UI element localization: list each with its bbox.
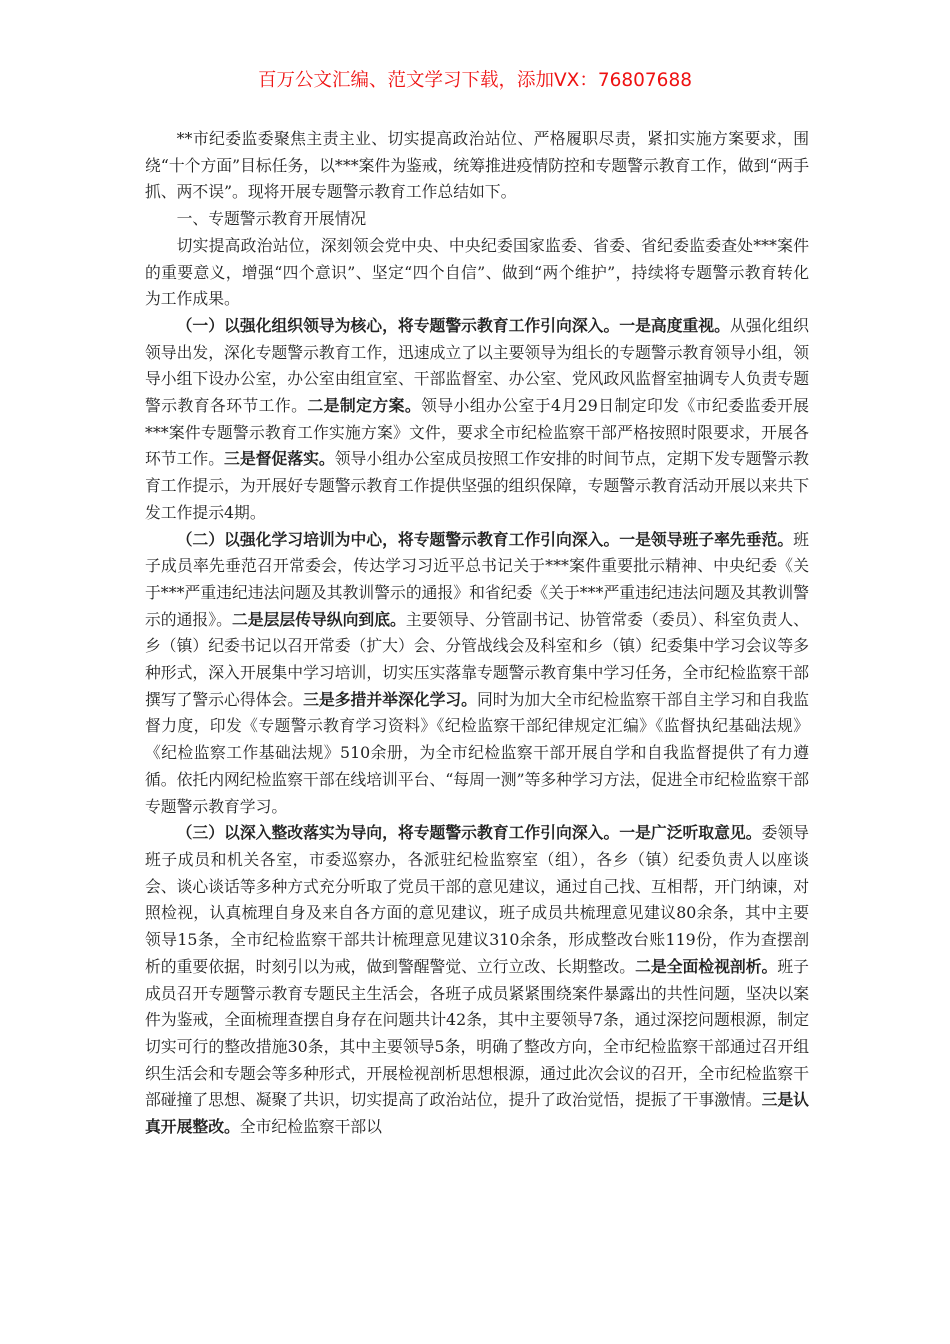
part-3-point-3-text: 全市纪检监察干部以 xyxy=(239,1117,382,1137)
part-1-point-1-title: 一是高度重视。 xyxy=(619,315,730,335)
part-2-point-1-title: 一是领导班子率先垂范。 xyxy=(619,529,794,549)
part-1-point-3-title: 三是督促落实。 xyxy=(224,449,335,469)
part-3-point-2-title: 二是全面检视剖析。 xyxy=(635,956,778,976)
intro-paragraph: **市纪委监委聚焦主责主业、切实提高政治站位、严格履职尽责，紧扣实施方案要求，围绕“十个方面”目标任务，以***案件为鉴戒，统筹推进疫情防控和专题警示教育工作，做到“两手抓、两不误”。现将开展专题警示教育工作总结如下。 xyxy=(145,129,810,202)
part-2-point-1-text: 班子成员率先垂范召开常委会，传达学习习近平总书记关于***案件重要批示精神、中央纪委《关于***严重违纪违法问题及其教训警示的通报》和省纪委《关于***严重违纪违法问题及其教训警示的通报》。 xyxy=(145,529,809,629)
part-3-point-1-text: 委领导班子成员和机关各室，市委巡察办，各派驻纪检监察室（组），各乡（镇）纪委负责人以座谈会、谈心谈话等多种方式充分听取了党员干部的意见建议，通过自己找、互相帮，开门纳谏，对照检视，认真梳理自身及来自各方面的意见建议，班子成员共梳理意见建议80余条，其中主要领导15条，全市纪检监察干部共计梳理意见建议310余条，形成整改台账119份，作为查摆剖析的重要依据，时刻引以为戒，做到警醒警觉、立行立改、长期整改。 xyxy=(145,823,809,976)
part-3-point-2-text: 班子成员召开专题警示教育专题民主生活会，各班子成员紧紧围绕案件暴露出的共性问题，坚决以案件为鉴戒，全面梳理查摆自身存在问题共计42条，其中主要领导7条，通过深挖问题根源，制定切实可行的整改措施30条，其中主要领导5条，明确了整改方向，全市纪检监察干部通过召开组织生活会和专题会等多种形式，开展检视剖析思想根源，通过此次会议的召开，全市纪检监察干部碰撞了思想、凝聚了共识，切实提高了政治站位，提升了政治觉悟，提振了干事激情。 xyxy=(145,956,809,1110)
part-1-title: （一）以强化组织领导为核心，将专题警示教育工作引向深入。 xyxy=(176,315,620,335)
part-1-paragraph xyxy=(145,313,809,527)
document-body xyxy=(145,126,809,1141)
part-2-paragraph xyxy=(145,527,809,821)
part-2-title: （二）以强化学习培训为中心，将专题警示教育工作引向深入。 xyxy=(176,529,620,549)
part-2-point-2-text: 主要领导、分管副书记、协管常委（委员）、科室负责人、乡（镇）纪委书记以召开常委（扩大）会、分管战线会及科室和乡（镇）纪委集中学习会议等多种形式，深入开展集中学习培训，切实压实落靠专题警示教育集中学习任务，全市纪检监察干部撰写了警示心得体会。 xyxy=(145,609,809,709)
part-1-point-2-text: 领导小组办公室于4月29日制定印发《市纪委监委开展***案件专题警示教育工作实施方案》文件，要求全市纪检监察干部严格按照时限要求，开展各环节工作。 xyxy=(145,396,809,469)
part-2-point-2-title: 二是层层传导纵向到底。 xyxy=(231,609,406,629)
part-1-point-3-text: 领导小组办公室成员按照工作安排的时间节点，定期下发专题警示教育工作提示，为开展好专题警示教育工作提供坚强的组织保障，专题警示教育活动开展以来共下发工作提示4期。 xyxy=(145,449,809,522)
part-3-title: （三）以深入整改落实为导向，将专题警示教育工作引向深入。 xyxy=(176,823,620,843)
part-3-paragraph xyxy=(145,820,809,1140)
part-3-point-1-title: 一是广泛听取意见。 xyxy=(619,823,762,843)
part-1-point-2-title: 二是制定方案。 xyxy=(307,396,422,416)
section-heading: 一、专题警示教育开展情况 xyxy=(176,209,367,229)
section-lead-paragraph: 切实提高政治站位，深刻领会党中央、中央纪委国家监委、省委、省纪委监委查处***案件的重要意义，增强“四个意识”、坚定“四个自信”、做到“两个维护”，持续将专题警示教育转化为工作成果。 xyxy=(145,235,809,309)
part-3-point-3-title: 三是认真开展整改。 xyxy=(145,1090,809,1137)
watermark-header: 百万公文汇编、范文学习下载，添加VX：76807688 xyxy=(258,70,692,91)
part-2-point-3-text: 同时为加大全市纪检监察干部自主学习和自我监督力度，印发《专题警示教育学习资料》《纪检监察干部纪律规定汇编》《监督执纪基础法规》《纪检监察工作基础法规》510余册，为全市纪检监察干部开展自学和自我监督提供了有力遵循。依托内网纪检监察干部在线培训平台、“每周一测”等多种学习方法，促进全市纪检监察干部专题警示教育学习。 xyxy=(145,689,809,816)
part-1-point-1-text: 从强化组织领导出发，深化专题警示教育工作，迅速成立了以主要领导为组长的专题警示教育领导小组，领导小组下设办公室，办公室由组宣室、干部监督室、办公室、党风政风监督室抽调专人负责专题警示教育各环节工作。 xyxy=(145,315,809,416)
part-2-point-3-title: 三是多措并举深化学习。 xyxy=(303,689,477,709)
